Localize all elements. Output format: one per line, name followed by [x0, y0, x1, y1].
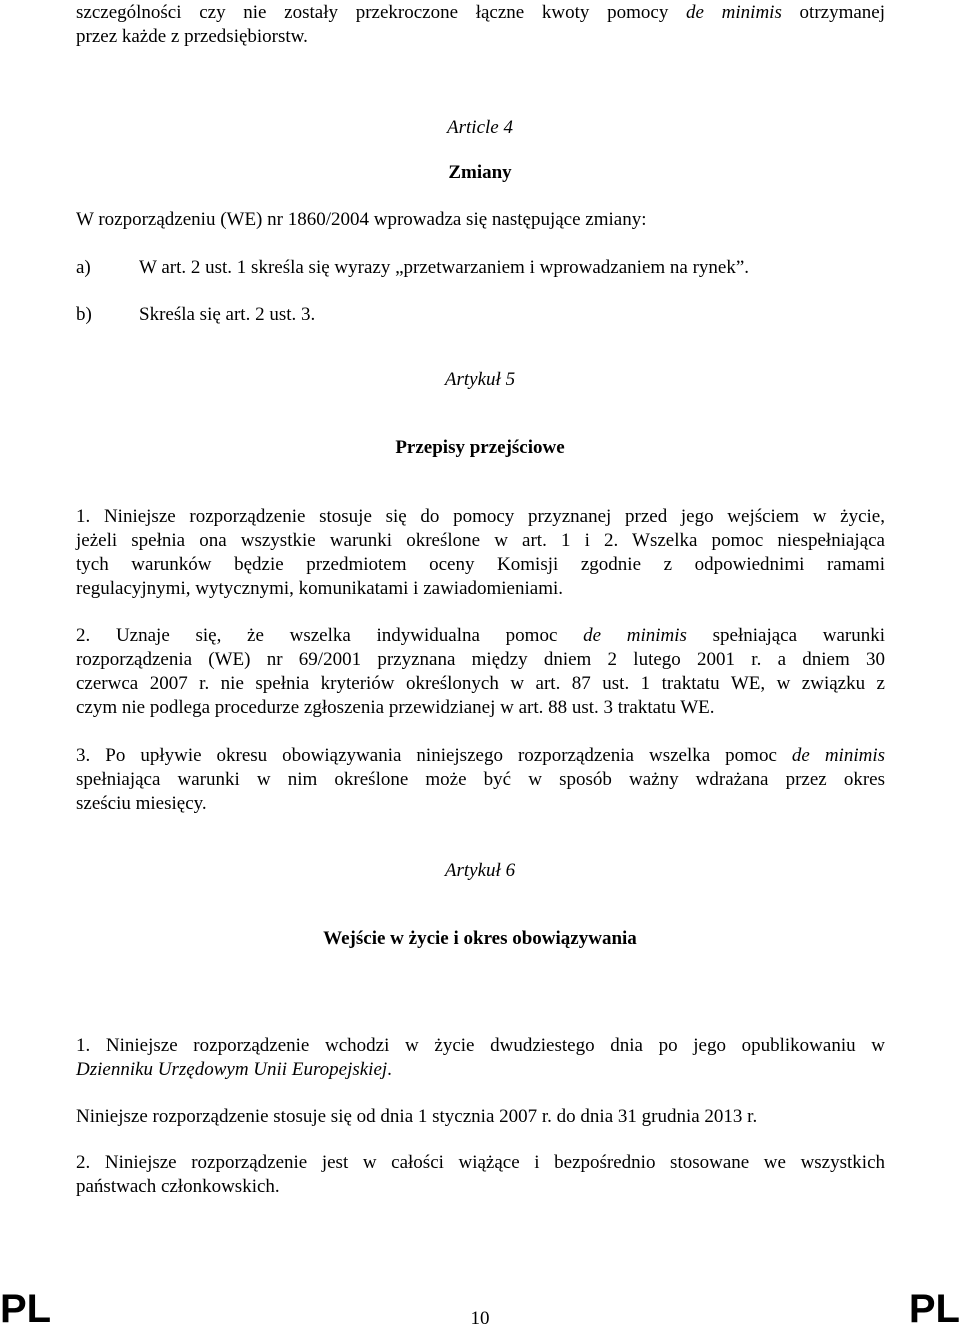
article-4-lead: W rozporządzeniu (WE) nr 1860/2004 wprowadza się następujące zmiany: [76, 209, 647, 230]
article-5-para-2-line-4: czym nie podlega procedurze zgłoszenia przewidzianej w art. 88 ust. 3 traktatu WE. [76, 697, 715, 718]
article-5-para-3-line-3: sześciu miesięcy. [76, 793, 207, 814]
article-5-heading: Artykuł 5 [444, 369, 516, 390]
article-4-heading: Article 4 [447, 117, 513, 138]
list-item-b-marker: b) [76, 304, 92, 325]
article-5-para-2-line-2: rozporządzenia (WE) nr 69/2001 przyznana między dniem 2 lutego 2001 r. a dniem 30 [76, 649, 885, 670]
intro-line-2: przez każde z przedsiębiorstw. [76, 26, 308, 47]
article-6-para-3-line-2: państwach członkowskich. [76, 1176, 280, 1197]
article-6-para-2: Niniejsze rozporządzenie stosuje się od dnia 1 stycznia 2007 r. do dnia 31 grudnia 2013 r. [76, 1106, 758, 1127]
list-item-b-text: Skreśla się art. 2 ust. 3. [139, 304, 316, 325]
article-5-para-3-line-2: spełniająca warunki w nim określone może być w sposób ważny wdrażana przez okres [76, 769, 885, 790]
page-number: 10 [470, 1308, 490, 1329]
article-6-heading: Artykuł 6 [444, 860, 516, 881]
article-5-para-1-line-2: jeżeli spełnia ona wszystkie warunki określone w art. 1 i 2. Wszelka pomoc niespełniająca [76, 530, 885, 551]
article-5-para-1-line-3: tych warunków będzie przedmiotem oceny Komisji zgodnie z odpowiednimi ramami [76, 554, 885, 575]
article-5-para-3-line-1: 3. Po upływie okresu obowiązywania niniejszego rozporządzenia wszelka pomoc de minimis [76, 745, 885, 766]
article-5-title: Przepisy przejściowe [395, 437, 565, 458]
article-5-para-1-line-1: 1. Niniejsze rozporządzenie stosuje się do pomocy przyznanej przed jego wejściem w życie, [76, 506, 885, 527]
article-6-para-3-line-1: 2. Niniejsze rozporządzenie jest w całości wiążące i bezpośrednio stosowane we wszystkich [76, 1152, 885, 1173]
article-6-para-1-line-2: Dzienniku Urzędowym Unii Europejskiej. [76, 1059, 392, 1080]
article-6-para-1-line-1: 1. Niniejsze rozporządzenie wchodzi w życie dwudziestego dnia po jego opublikowaniu w [76, 1035, 885, 1056]
list-item-a-marker: a) [76, 257, 91, 278]
language-code-right: PL [908, 1287, 960, 1331]
article-4-title: Zmiany [448, 162, 512, 183]
list-item-a-text: W art. 2 ust. 1 skreśla się wyrazy „przetwarzaniem i wprowadzaniem na rynek”. [139, 257, 750, 278]
article-5-para-2-line-3: czerwca 2007 r. nie spełnia kryteriów określonych w art. 87 ust. 1 traktatu WE, w związku z [76, 673, 885, 694]
article-6-title: Wejście w życie i okres obowiązywania [323, 928, 637, 949]
article-5-para-2-line-1: 2. Uznaje się, że wszelka indywidualna pomoc de minimis spełniająca warunki [76, 625, 886, 646]
language-code-left: PL [0, 1287, 52, 1331]
intro-line-1: szczególności czy nie zostały przekroczone łączne kwoty pomocy de minimis otrzymanej [76, 2, 886, 23]
article-5-para-1-line-4: regulacyjnymi, wytycznymi, komunikatami i zawiadomieniami. [76, 578, 564, 599]
